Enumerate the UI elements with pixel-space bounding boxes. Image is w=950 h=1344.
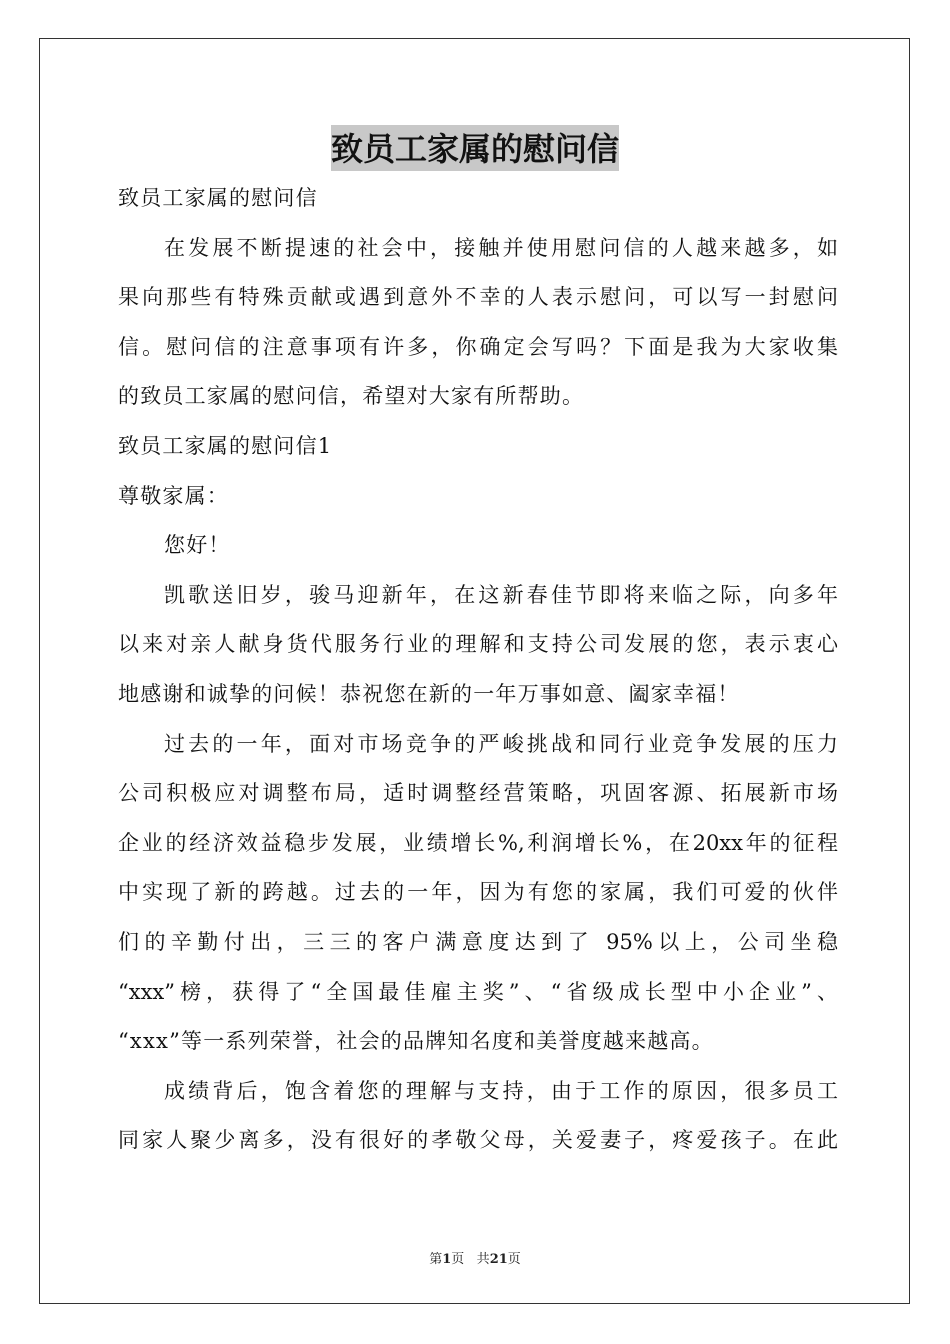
text-line: 致员工家属的慰问信1 [118,433,333,458]
page-prefix: 第 [429,1252,443,1267]
text-line: 凯歌送旧岁，骏马迎新年，在这新春佳节即将来临之际，向多年 [164,582,838,607]
text-line: 以来对亲人献身货代服务行业的理解和支持公司发展的您，表示衷心 [118,632,838,657]
total-pages: 21 [489,1252,508,1267]
text-line: 公司积极应对调整布局，适时调整经营策略，巩固客源、拓展新市场 [118,781,838,806]
document-body [118,174,838,1166]
page-footer [0,1248,950,1267]
text-line: 致员工家属的慰问信 [118,186,318,210]
text-line: 尊敬家属： [118,483,229,508]
text-line: “xxx”榜，获得了“全国最佳雇主奖”、“省级成长型中小企业”、 [118,979,838,1004]
text-line: 信。慰问信的注意事项有许多，你确定会写吗？下面是我为大家收集 [118,334,838,359]
text-line: “xxx”等一系列荣誉，社会的品牌知名度和美誉度越来越高。 [118,1029,714,1054]
text-line: 地感谢和诚挚的问候！恭祝您在新的一年万事如意、阖家幸福！ [118,681,740,706]
page-suffix: 页 [451,1252,465,1267]
title-container [0,125,950,171]
text-line: 中实现了新的跨越。过去的一年，因为有您的家属，我们可爱的伙伴 [118,880,838,905]
text-line: 的致员工家属的慰问信，希望对大家有所帮助。 [118,384,585,409]
text-line: 同家人聚少离多，没有很好的孝敬父母，关爱妻子，疼爱孩子。在此 [118,1128,838,1153]
text-line: 在发展不断提速的社会中，接触并使用慰问信的人越来越多，如 [164,235,838,260]
document-title: 致员工家属的慰问信 [331,125,619,171]
text-line: 们的辛勤付出，三三的客户满意度达到了 95%以上，公司坐稳 [118,929,838,954]
text-line: 过去的一年，面对市场竞争的严峻挑战和同行业竞争发展的压力 [164,731,838,756]
text-line: 果向那些有特殊贡献或遇到意外不幸的人表示慰问，可以写一封慰问 [118,285,838,310]
total-suffix: 页 [507,1252,521,1267]
page-number: 1 [442,1252,452,1267]
total-prefix: 共 [476,1252,490,1267]
text-line: 您好！ [164,533,231,558]
text-line: 成绩背后，饱含着您的理解与支持，由于工作的原因，很多员工 [164,1078,838,1103]
text-line: 企业的经济效益稳步发展，业绩增长%,利润增长%，在20xx年的征程 [118,830,838,855]
